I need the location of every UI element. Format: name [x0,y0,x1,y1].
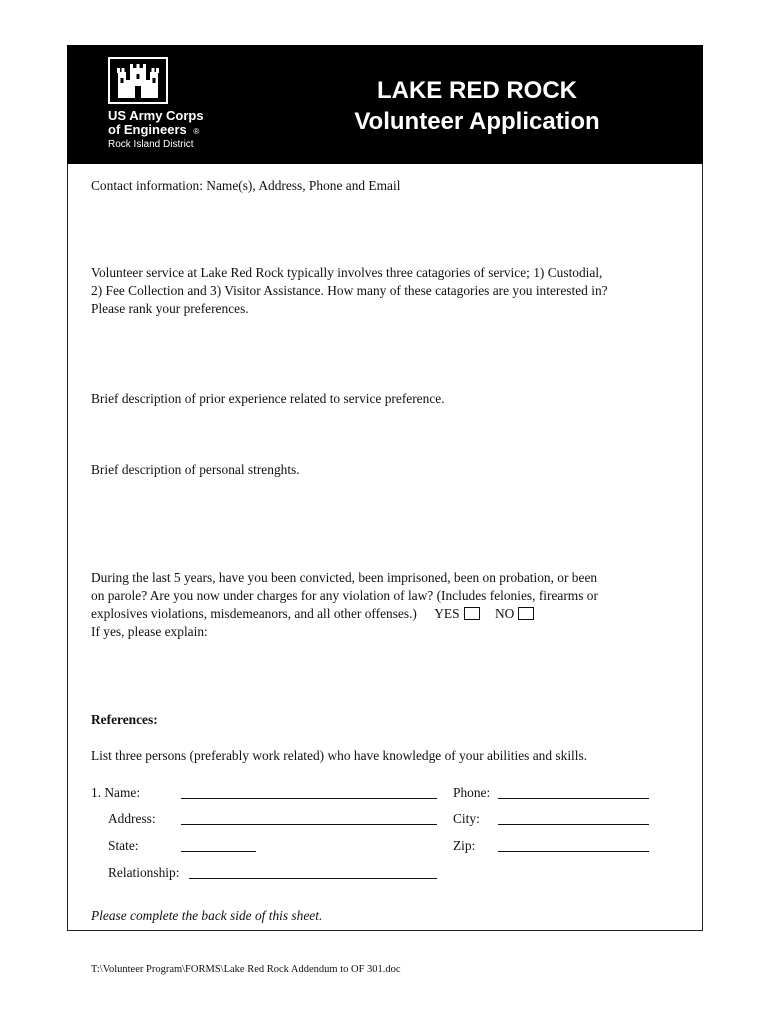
service-prompt-line1: Volunteer service at Lake Red Rock typically involves three catagories of service; 1) Custodial, [91,265,603,280]
ref-phone-field[interactable] [498,798,649,799]
ref-zip-label: Zip: [453,838,476,853]
ref-address-field[interactable] [181,824,437,825]
org-name [108,109,204,139]
ref-state-label: State: [108,838,139,853]
registered-mark: ® [193,127,200,136]
legal-prompt-line1: During the last 5 years, have you been convicted, been imprisoned, been on probation, or been [91,570,598,585]
references-heading: References: [91,712,158,727]
legal-prompt-line2: on parole? Are you now under charges for any violation of law? (Includes felonies, firearms or [91,588,598,603]
ref-name-field[interactable] [181,798,437,799]
references-instructions: List three persons (preferably work related) who have knowledge of your abilities and skills. [91,748,588,763]
ref-zip-field[interactable] [498,851,649,852]
district-name: Rock Island District [108,139,194,150]
ref-phone-label: Phone: [453,785,491,800]
ref-address-label: Address: [108,811,156,826]
title-line1: LAKE RED ROCK [376,77,577,104]
ref-city-label: City: [453,811,480,826]
ref-city-field[interactable] [498,824,649,825]
ref-state-field[interactable] [181,851,256,852]
experience-prompt: Brief description of prior experience related to service preference. [91,391,445,406]
service-prompt-line2: 2) Fee Collection and 3) Visitor Assistance. How many of these catagories are you interested in? [91,283,608,298]
ref-relationship-field[interactable] [189,878,437,879]
contact-prompt: Contact information: Name(s), Address, Phone and Email [91,178,401,193]
no-checkbox[interactable] [518,607,534,620]
page-title [317,75,637,137]
legal-prompt-line3-text: explosives violations, misdemeanors, and all other offenses.) [91,606,417,621]
ref-relationship-label: Relationship: [108,865,180,880]
legal-prompt-line4: If yes, please explain: [91,624,208,639]
no-label: NO [494,606,515,621]
header-banner [67,45,703,164]
legal-prompt-line3 [91,605,534,623]
yes-label: YES [434,606,460,621]
title-line2: Volunteer Application [354,108,600,135]
org-name-line1: US Army Corps [108,108,204,123]
castle-logo-icon [108,57,168,104]
service-prompt-line3: Please rank your preferences. [91,301,249,316]
yes-checkbox[interactable] [464,607,480,620]
strengths-prompt: Brief description of personal strenghts. [91,462,300,477]
ref-name-label: 1. Name: [91,785,141,800]
closing-note: Please complete the back side of this sheet. [91,908,323,923]
footer-file-path: T:\Volunteer Program\FORMS\Lake Red Rock Addendum to OF 301.doc [91,964,401,975]
org-name-line2: of Engineers [108,122,187,137]
